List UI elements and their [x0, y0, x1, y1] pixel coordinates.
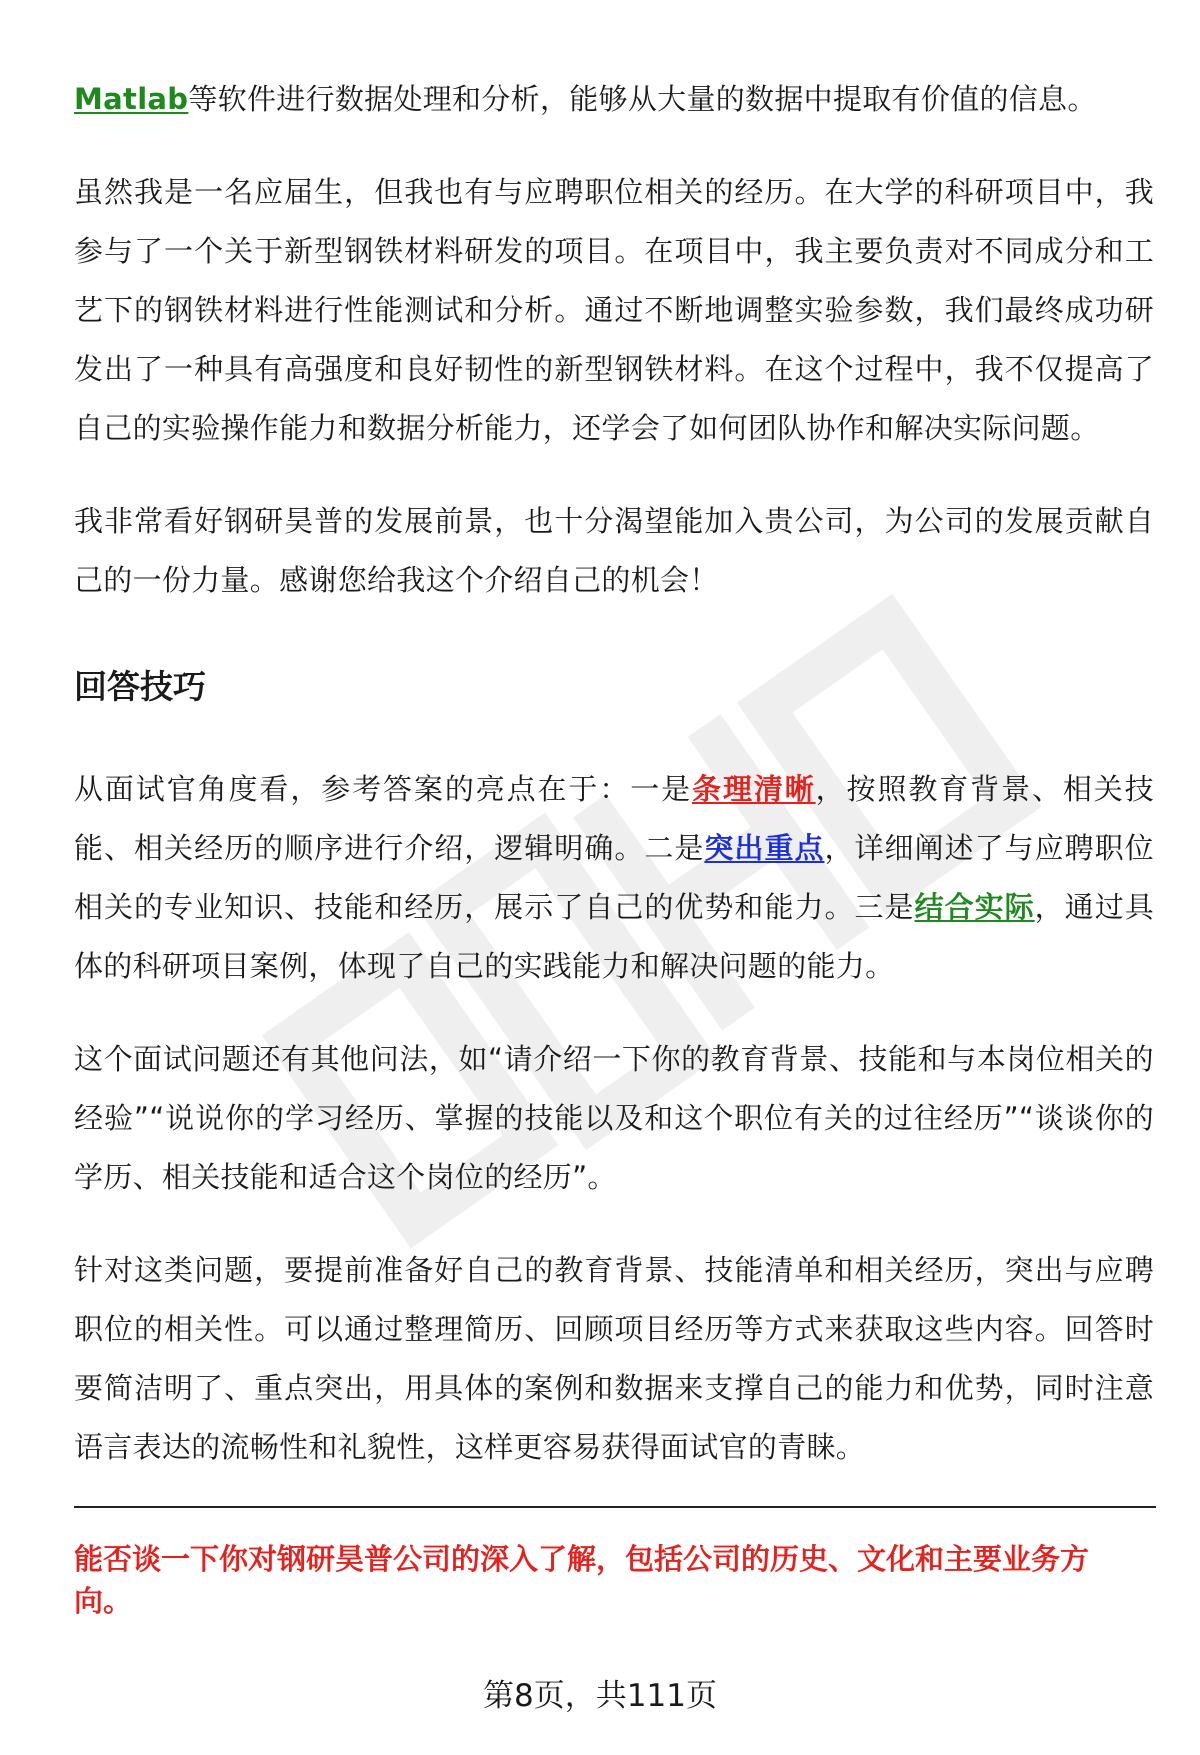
paragraph-skills-end — [74, 70, 1154, 129]
page-number-footer: 第8页，共111页 — [483, 1678, 717, 1714]
document-body — [74, 70, 1154, 1477]
paragraph-alternative-questions: 这个面试问题还有其他问法，如“请介绍一下你的教育背景、技能和与本岗位相关的经验”“说说你的学习经历、掌握的技能以及和这个职位有关的过往经历”“谈谈你的学历、相关技能和适合这个岗位的经历”。 — [74, 1042, 1154, 1194]
tips-text-4: ，通过具体的科研项目案例，体现了自己的实践能力和解决问题的能力。 — [74, 890, 1155, 983]
section-heading-tips: 回答技巧 — [74, 667, 206, 706]
tips-text-2: ，按照教育背景、相关技能、相关经历的顺序进行介绍，逻辑明确。二是 — [74, 772, 1154, 865]
highlight-clear-structure: 条理清晰 — [692, 772, 816, 806]
paragraph-experience: 虽然我是一名应届生，但我也有与应聘职位相关的经历。在大学的科研项目中，我参与了一个关于新型钢铁材料研发的项目。在项目中，我主要负责对不同成分和工艺下的钢铁材料进行性能测试和分析。通过不断地调整实验参数，我们最终成功研发出了一种具有高强度和良好韧性的新型钢铁材料。在这个过程中，我不仅提高了自己的实验操作能力和数据分析能力，还学会了如何团队协作和解决实际问题。 — [74, 175, 1154, 445]
paragraph-closing: 我非常看好钢研昊普的发展前景，也十分渴望能加入贵公司，为公司的发展贡献自己的一份力量。感谢您给我这个介绍自己的机会！ — [74, 504, 1154, 597]
paragraph-tips — [74, 760, 1154, 996]
paragraph-skills-end-text: 等软件进行数据处理和分析，能够从大量的数据中提取有价值的信息。 — [188, 82, 1097, 116]
highlight-practical: 结合实际 — [914, 890, 1035, 924]
tips-text-3: ，详细阐述了与应聘职位相关的专业知识、技能和经历，展示了自己的优势和能力。三是 — [74, 831, 1154, 924]
tips-text-1: 从面试官角度看，参考答案的亮点在于：一是 — [74, 772, 693, 806]
highlight-key-points: 突出重点 — [704, 831, 825, 865]
matlab-keyword: Matlab — [74, 82, 189, 116]
section-divider — [74, 1506, 1156, 1508]
next-question: 能否谈一下你对钢研昊普公司的深入了解，包括公司的历史、文化和主要业务方向。 — [74, 1542, 1090, 1618]
paragraph-preparation-advice: 针对这类问题，要提前准备好自己的教育背景、技能清单和相关经历，突出与应聘职位的相关性。可以通过整理简历、回顾项目经历等方式来获取这些内容。回答时要简洁明了、重点突出，用具体的案例和数据来支撑自己的能力和优势，同时注意语言表达的流畅性和礼貌性，这样更容易获得面试官的青睐。 — [74, 1253, 1154, 1464]
